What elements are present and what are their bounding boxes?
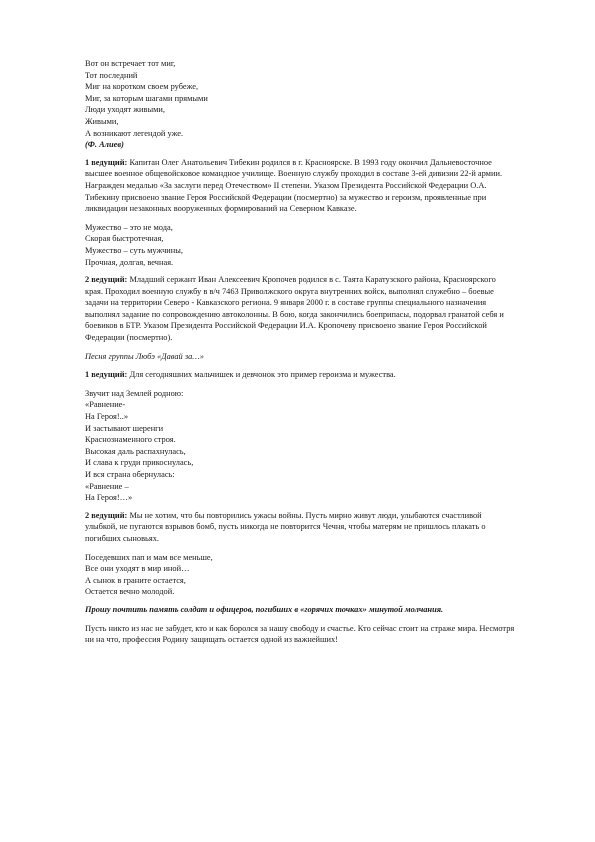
speaker-label: 2 ведущий: — [85, 510, 128, 520]
speaker-label: 1 ведущий: — [85, 370, 128, 380]
paragraph-kropochev — [85, 274, 515, 344]
closing-paragraph: Пусть никто из нас не забудет, кто и как боролся за нашу свободу и счастье. Кто сейчас стоит на страже мира. Несмотря ни на что, профессия Родину защищать остается одной из важнейших! — [85, 623, 515, 645]
speaker-label: 2 ведущий: — [85, 275, 128, 285]
poem-line: На Героя!..» — [85, 412, 129, 422]
poem-line: Остается вечно молодой. — [85, 587, 175, 597]
poem-line: Миг на коротком своем рубеже, — [85, 82, 199, 92]
poem-line: Краснознаменного строя. — [85, 435, 176, 445]
poem-line: Миг, за которым шагами прямыми — [85, 93, 208, 103]
poem-line: Живыми, — [85, 116, 119, 126]
song-title: Песня группы Любэ «Давай за…» — [85, 351, 204, 361]
minute-of-silence: Прошу почтить память солдат и офицеров, погибших в «горячих точках» минутой молчания. — [85, 604, 444, 614]
paragraph-text: Мы не хотим, что бы повторились ужасы войны. Пусть мирно живут люди, улыбаются счастливой улыбкой, не пугаются взрывов бомб, пусть никогда не повторится Чечня, чтобы матерям не пришлось плакать о погибших сыновьях. — [85, 510, 486, 543]
poem-line: Все они уходят в мир иной… — [85, 564, 190, 574]
paragraph-text: Младший сержант Иван Алексеевич Кропочев родился в с. Таята Каратузского района, Красноярского края. Проходил военную службу в в/ч 7463 Приволжского округа внутренних войск, выполнял служебно – боевые задачи на территории Северо - Кавказского региона. 9 января 2000 г. в составе группы специального назначения выполнял задание по сопровождению автоколонны. В бою, когда закончились боеприпасы, подорвал гранатой себя и боевиков в БТР. Указом Президента Российской Федерации И.А. Кропочеву присвоено звание Героя Российской Федерации (посмертно). — [85, 275, 504, 343]
poem-line: Тот последний — [85, 70, 138, 80]
poem-aliev — [85, 58, 515, 151]
poem-line: На Героя!…» — [85, 493, 133, 503]
poem-line: Скорая быстротечная, — [85, 234, 164, 244]
speaker-label: 1 ведущий: — [85, 157, 128, 167]
poem-line: Высокая даль распахнулась, — [85, 446, 186, 456]
poem-hero — [85, 388, 515, 504]
poem-line: И слава к груди прикоснулась, — [85, 458, 194, 468]
poem-line: И вся страна обернулась: — [85, 470, 175, 479]
poem-author: (Ф. Алиев) — [85, 140, 124, 150]
poem-line: А возникают легендой уже. — [85, 128, 184, 138]
poem-line: Мужество – это не мода, — [85, 222, 173, 232]
paragraph-peace — [85, 510, 515, 545]
poem-line: Звучит над Землей родною: — [85, 388, 184, 398]
paragraph-text: Для сегодняшних мальчишек и девчонок это пример героизма и мужества. — [127, 370, 396, 380]
paragraph-text: Капитан Олег Анатольевич Тибекин родился в г. Красноярске. В 1993 году окончил Дальневосточное высшее военное общевойсковое командное училище. Военную службу проходил в составе 3-ей дивизии 22-й армии. Награжден медалью «За заслуги перед Отечеством» II степени. Указом Президента Российской Федерации О.А. Тибекину присвоено звание Героя Российской Федерации (посмертно) за мужество и героизм, проявленные при ликвидации незаконных вооруженных формирований на Северном Кавказе. — [85, 157, 503, 214]
poem-courage — [85, 222, 515, 268]
poem-line: Вот он встречает тот миг, — [85, 59, 176, 68]
poem-parents — [85, 552, 515, 598]
paragraph-tibekin — [85, 157, 515, 215]
document-body — [85, 58, 515, 653]
poem-line: «Равнение- — [85, 400, 126, 410]
poem-line: Прочная, долгая, вечная. — [85, 257, 174, 267]
poem-line: «Равнение – — [85, 481, 129, 491]
poem-line: Мужество – суть мужчины, — [85, 245, 183, 255]
poem-line: Поседевших пап и мам все меньше, — [85, 552, 213, 562]
poem-line: А сынок в граните остается, — [85, 575, 186, 585]
paragraph-example — [85, 369, 515, 381]
poem-line: И застывают шеренги — [85, 423, 164, 433]
poem-line: Люди уходят живыми, — [85, 105, 165, 115]
